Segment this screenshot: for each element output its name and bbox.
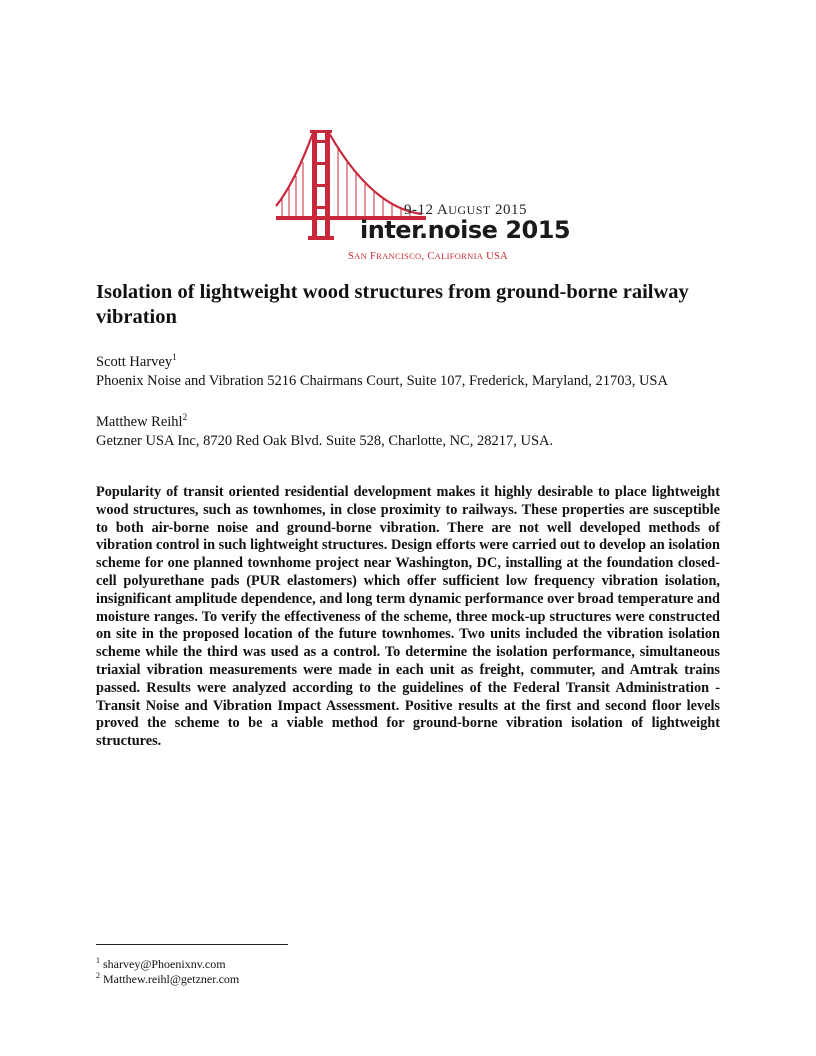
footnote (96, 969, 239, 986)
conference-name: inter.noise 2015 (360, 216, 571, 244)
paper-title: Isolation of lightweight wood structures from ground-borne railway vibration (96, 281, 689, 328)
conference-logo (272, 128, 571, 268)
author-name: Matthew Reihl (96, 413, 183, 430)
conference-location: SAN FRANCISCO, CALIFORNIA USA (348, 251, 509, 262)
footnote-mark: 2 (96, 971, 100, 980)
footnote-mark: 1 (96, 956, 100, 965)
footnote-mark: 2 (182, 412, 188, 422)
golden-gate-bridge-icon (272, 128, 548, 268)
abstract: Popularity of transit oriented residential development makes it highly desirable to place lightweight wood structures, such as townhomes, in close proximity to railways. These properties are susceptible to both air-borne noise and ground-borne vibration. There are not well developed methods of vibration control in such lightweight structures. Design efforts were carried out to develop an isolation scheme for one planned townhome project near Washington, DC, installing at the foundation closed-cell polyurethane pads (PUR elastomers) which offer sufficient low frequency vibration isolation, insignificant amplitude dependence, and long term dynamic performance over broad temperature and moisture ranges. To verify the effectiveness of the scheme, three mock-up structures were constructed on site in the proposed location of the future townhomes. Two units included the vibration isolation scheme while the third was used as a control. To determine the isolation performance, simultaneous triaxial vibration measurements were made in each unit as freight, commuter, and Amtrak trains passed. Results were analyzed according to the guidelines of the Federal Transit Administration - Transit Noise and Vibration Impact Assessment. Positive results at the first and second floor levels proved the scheme to be a viable method for ground-borne vibration isolation of lightweight structures. (96, 484, 720, 750)
author-block (96, 408, 736, 451)
footnote-divider (96, 944, 288, 945)
conference-dates: 9-12 AUGUST 2015 (404, 202, 528, 218)
footnote-email: Matthew.reihl@getzner.com (103, 972, 240, 986)
author-affiliation: Phoenix Noise and Vibration 5216 Chairmans Court, Suite 107, Frederick, Maryland, 21703, USA (96, 372, 668, 389)
footnote-mark: 1 (172, 352, 177, 362)
author-name: Scott Harvey (96, 353, 173, 370)
author-affiliation: Getzner USA Inc, 8720 Red Oak Blvd. Suite 528, Charlotte, NC, 28217, USA. (96, 432, 554, 449)
author-block (96, 348, 736, 391)
footnote-email: sharvey@Phoenixnv.com (103, 957, 226, 971)
